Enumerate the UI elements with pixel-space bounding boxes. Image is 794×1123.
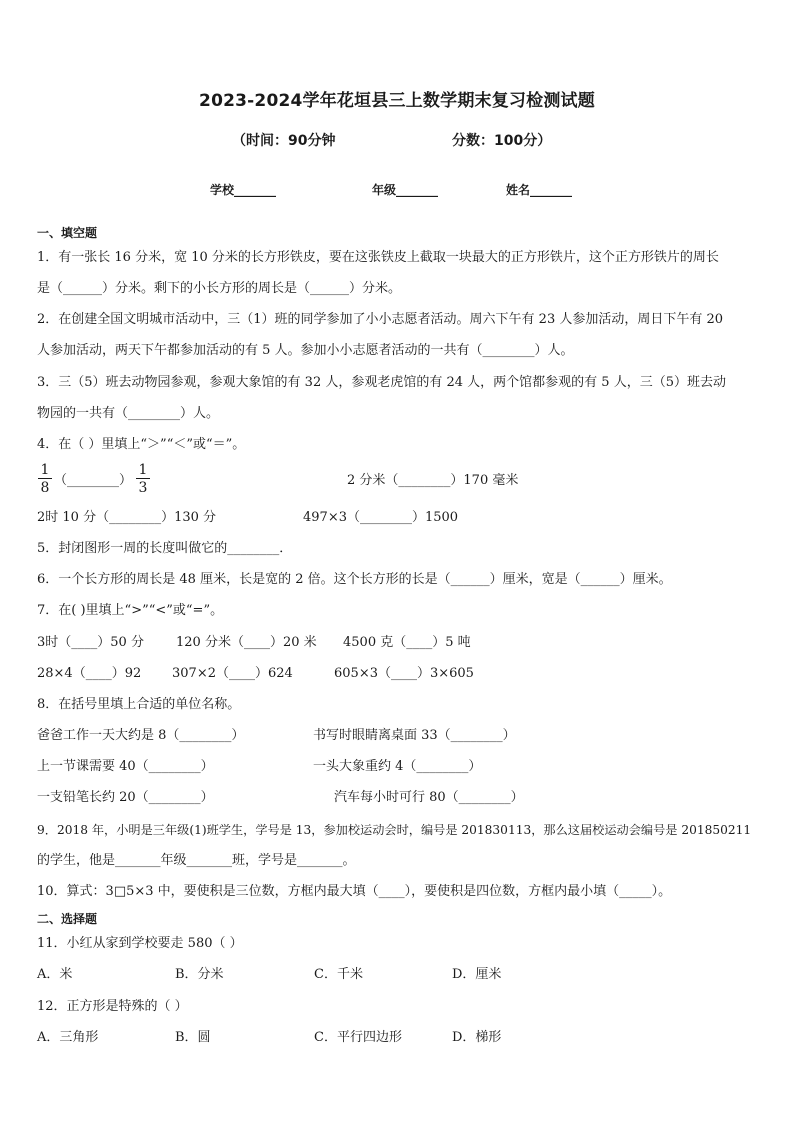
question-12-option-b: B．圆 <box>175 1030 211 1045</box>
question-12: 12．正方形是特殊的（ ） <box>37 999 188 1014</box>
fraction-one-third <box>136 462 150 497</box>
exam-score: 分数：100分） <box>452 133 552 149</box>
name-field: 姓名_______ <box>506 183 573 197</box>
question-7-item-b: 120 分米（____）20 米 <box>176 635 317 650</box>
question-7-item-a: 3时（____）50 分 <box>37 635 144 650</box>
question-10: 10．算式：3□5×3 中，要使积是三位数，方框内最大填（____），要使积是四位数，方框内最小填（_____）。 <box>37 884 672 899</box>
question-7-item-f: 605×3（____）3×605 <box>334 666 474 681</box>
question-11-option-d: D．厘米 <box>452 967 502 982</box>
question-8-item-a: 爸爸工作一天大约是 8（________） <box>37 728 245 743</box>
question-4-heading: 4．在（ ）里填上“＞”“＜”或“＝”。 <box>37 437 246 452</box>
question-2-line-1: 2．在创建全国文明城市活动中，三（1）班的同学参加了小小志愿者活动。周六下午有 23 人参加活动，周日下午有 20 <box>37 312 724 327</box>
question-7-heading: 7．在( )里填上“>”“<”或“=”。 <box>37 603 224 618</box>
question-9-line-2: 的学生，他是_______年级_______班，学号是_______。 <box>37 853 356 868</box>
school-field: 学校_______ <box>210 183 277 197</box>
question-12-option-a: A．三角形 <box>37 1030 99 1045</box>
question-8-item-d: 一头大象重约 4（________） <box>313 759 482 774</box>
question-11-option-c: C．千米 <box>314 967 363 982</box>
fraction-numerator: 1 <box>38 462 52 479</box>
question-2-line-2: 人参加活动，两天下午都参加活动的有 5 人。参加小小志愿者活动的一共有（________）人。 <box>37 343 574 358</box>
question-11-option-a: A．米 <box>37 967 73 982</box>
question-11: 11．小红从家到学校要走 580（ ） <box>37 936 243 951</box>
question-7-item-d: 28×4（____）92 <box>37 666 142 681</box>
question-12-option-c: C．平行四边形 <box>314 1030 402 1045</box>
question-4-item-c: 2时 10 分（________）130 分 <box>37 510 217 525</box>
question-8-item-f: 汽车每小时可行 80（________） <box>334 790 524 805</box>
question-12-option-d: D．梯形 <box>452 1030 502 1045</box>
fraction-numerator: 1 <box>136 462 150 479</box>
exam-time: （时间：90分钟 <box>232 133 336 149</box>
question-4-blank-a: （________） <box>54 473 133 488</box>
question-3-line-2: 物园的一共有（________）人。 <box>37 406 220 421</box>
fraction-denominator: 3 <box>138 480 148 496</box>
section-choice-heading: 二、选择题 <box>37 912 98 926</box>
question-5: 5．封闭图形一周的长度叫做它的________． <box>37 541 293 556</box>
question-8-item-c: 上一节课需要 40（________） <box>37 759 214 774</box>
fraction-denominator: 8 <box>40 480 50 496</box>
question-8-heading: 8．在括号里填上合适的单位名称。 <box>37 697 241 712</box>
question-3-line-1: 3．三（5）班去动物园参观，参观大象馆的有 32 人，参观老虎馆的有 24 人，两个馆都参观的有 5 人，三（5）班去动 <box>37 375 726 390</box>
question-1-line-2: 是（______）分米。剩下的小长方形的周长是（______）分米。 <box>37 281 402 296</box>
question-4-item-d: 497×3（________）1500 <box>303 510 459 525</box>
question-8-item-b: 书写时眼睛离桌面 33（________） <box>313 728 516 743</box>
question-8-item-e: 一支铅笔长约 20（________） <box>37 790 214 805</box>
question-6: 6．一个长方形的周长是 48 厘米，长是宽的 2 倍。这个长方形的长是（______）厘米，宽是（______）厘米。 <box>37 572 672 587</box>
question-11-option-b: B．分米 <box>175 967 224 982</box>
fraction-one-eighth <box>38 462 52 497</box>
grade-field: 年级_______ <box>372 183 439 197</box>
page-title: 2023-2024学年花垣县三上数学期末复习检测试题 <box>199 91 595 111</box>
question-4-item-b: 2 分米（________）170 毫米 <box>347 473 519 488</box>
question-7-item-c: 4500 克（____）5 吨 <box>343 635 471 650</box>
question-7-item-e: 307×2（____）624 <box>172 666 293 681</box>
question-9-line-1: 9．2018 年，小明是三年级(1)班学生，学号是 13，参加校运动会时，编号是 201830113，那么这届校运动会编号是 201850211 <box>37 823 752 837</box>
section-fill-heading: 一、填空题 <box>37 226 98 240</box>
question-1-line-1: 1．有一张长 16 分米，宽 10 分米的长方形铁皮，要在这张铁皮上截取一块最大的正方形铁片，这个正方形铁片的周长 <box>37 250 719 265</box>
